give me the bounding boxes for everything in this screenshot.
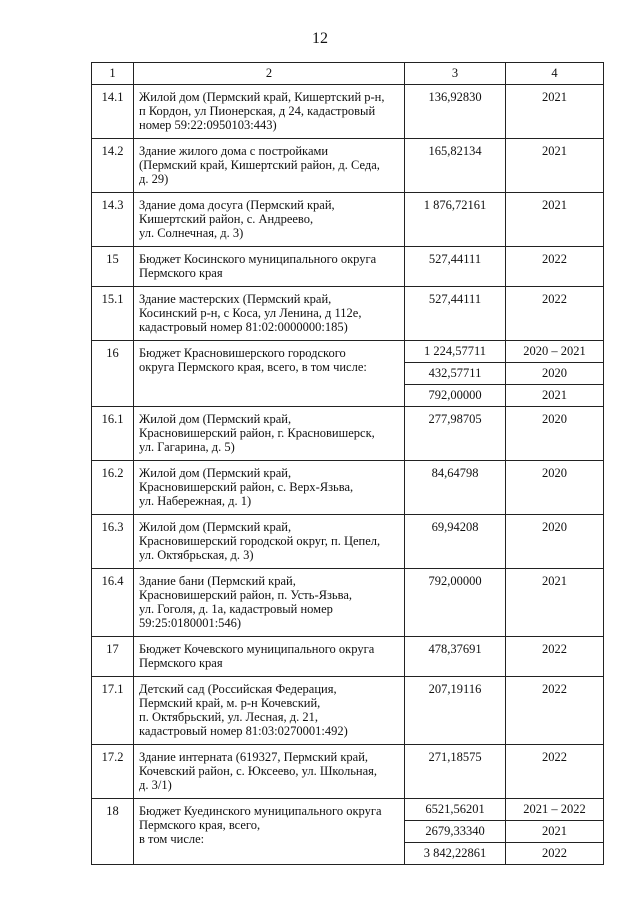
row-number: 14.3 [92, 193, 134, 247]
amount-cell: 432,57711 [405, 363, 506, 385]
year-cell: 2022 [506, 677, 604, 745]
row-number: 17.2 [92, 745, 134, 799]
row-description: Здание интерната (619327, Пермский край, Кочевский район, с. Юксеево, ул. Школьная, д. 3/1) [134, 745, 405, 799]
row-number: 16.2 [92, 461, 134, 515]
row-number: 16.3 [92, 515, 134, 569]
row-number: 14.1 [92, 85, 134, 139]
row-description: Бюджет Косинского муниципального округа Пермского края [134, 247, 405, 287]
year-cell: 2020 [506, 515, 604, 569]
row-number: 16 [92, 341, 134, 407]
year-cell: 2021 [506, 385, 604, 407]
row-description: Здание дома досуга (Пермский край, Кишертский район, с. Андреево, ул. Солнечная, д. 3) [134, 193, 405, 247]
year-cell: 2021 [506, 193, 604, 247]
year-cell: 2021 – 2022 [506, 799, 604, 821]
table-row [92, 341, 604, 363]
row-number: 17.1 [92, 677, 134, 745]
amount-cell: 792,00000 [405, 385, 506, 407]
amount-cell: 69,94208 [405, 515, 506, 569]
row-number: 16.4 [92, 569, 134, 637]
row-description: Бюджет Куединского муниципального округа Пермского края, всего, в том числе: [134, 799, 405, 865]
table-row [92, 799, 604, 821]
table-row [92, 637, 604, 677]
table-row [92, 461, 604, 515]
amount-cell: 1 876,72161 [405, 193, 506, 247]
table-row [92, 247, 604, 287]
row-description: Жилой дом (Пермский край, Красновишерский городской округ, п. Цепел, ул. Октябрьская, д. 3) [134, 515, 405, 569]
table-body [92, 63, 604, 865]
year-cell: 2022 [506, 287, 604, 341]
amount-cell: 792,00000 [405, 569, 506, 637]
amount-cell: 271,18575 [405, 745, 506, 799]
row-number: 15.1 [92, 287, 134, 341]
amount-cell: 207,19116 [405, 677, 506, 745]
row-description: Бюджет Красновишерского городского округа Пермского края, всего, в том числе: [134, 341, 405, 407]
table-row [92, 745, 604, 799]
table-row [92, 569, 604, 637]
year-cell: 2021 [506, 821, 604, 843]
row-description: Здание жилого дома с постройками (Пермский край, Кишертский район, д. Седа, д. 29) [134, 139, 405, 193]
row-description: Здание мастерских (Пермский край, Косинский р-н, с Коса, ул Ленина, д 112е, кадастровый номер 81:02:0000000:185) [134, 287, 405, 341]
year-cell: 2020 [506, 407, 604, 461]
row-description: Здание бани (Пермский край, Красновишерский район, п. Усть-Язьва, ул. Гоголя, д. 1а, кадастровый номер 59:25:0180001:546) [134, 569, 405, 637]
table-row [92, 677, 604, 745]
header-col-4: 4 [506, 63, 604, 85]
row-description: Жилой дом (Пермский край, Красновишерский район, с. Верх-Язьва, ул. Набережная, д. 1) [134, 461, 405, 515]
year-cell: 2020 – 2021 [506, 341, 604, 363]
amount-cell: 478,37691 [405, 637, 506, 677]
year-cell: 2021 [506, 569, 604, 637]
table-row [92, 193, 604, 247]
amount-cell: 2679,33340 [405, 821, 506, 843]
amount-cell: 3 842,22861 [405, 843, 506, 865]
table-row [92, 139, 604, 193]
year-cell: 2022 [506, 843, 604, 865]
year-cell: 2021 [506, 85, 604, 139]
row-number: 14.2 [92, 139, 134, 193]
amount-cell: 84,64798 [405, 461, 506, 515]
amount-cell: 6521,56201 [405, 799, 506, 821]
amount-cell: 136,92830 [405, 85, 506, 139]
row-description: Жилой дом (Пермский край, Кишертский р-н, п Кордон, ул Пионерская, д 24, кадастровый номер 59:22:0950103:443) [134, 85, 405, 139]
year-cell: 2022 [506, 745, 604, 799]
row-description: Детский сад (Российская Федерация, Пермский край, м. р-н Кочевский, п. Октябрьский, ул. Лесная, д. 21, кадастровый номер 81:03:0270001:492) [134, 677, 405, 745]
amount-cell: 165,82134 [405, 139, 506, 193]
table-header-row [92, 63, 604, 85]
year-cell: 2022 [506, 637, 604, 677]
year-cell: 2020 [506, 363, 604, 385]
row-number: 16.1 [92, 407, 134, 461]
table-row [92, 515, 604, 569]
row-number: 15 [92, 247, 134, 287]
table-row [92, 407, 604, 461]
header-col-3: 3 [405, 63, 506, 85]
page-number: 12 [312, 30, 328, 47]
header-col-1: 1 [92, 63, 134, 85]
year-cell: 2021 [506, 139, 604, 193]
row-number: 17 [92, 637, 134, 677]
row-description: Бюджет Кочевского муниципального округа Пермского края [134, 637, 405, 677]
amount-cell: 277,98705 [405, 407, 506, 461]
year-cell: 2022 [506, 247, 604, 287]
year-cell: 2020 [506, 461, 604, 515]
table-row [92, 287, 604, 341]
header-col-2: 2 [134, 63, 405, 85]
amount-cell: 527,44111 [405, 287, 506, 341]
amount-cell: 527,44111 [405, 247, 506, 287]
budget-table [91, 62, 604, 865]
row-number: 18 [92, 799, 134, 865]
row-description: Жилой дом (Пермский край, Красновишерский район, г. Красновишерск, ул. Гагарина, д. 5) [134, 407, 405, 461]
amount-cell: 1 224,57711 [405, 341, 506, 363]
table-row [92, 85, 604, 139]
